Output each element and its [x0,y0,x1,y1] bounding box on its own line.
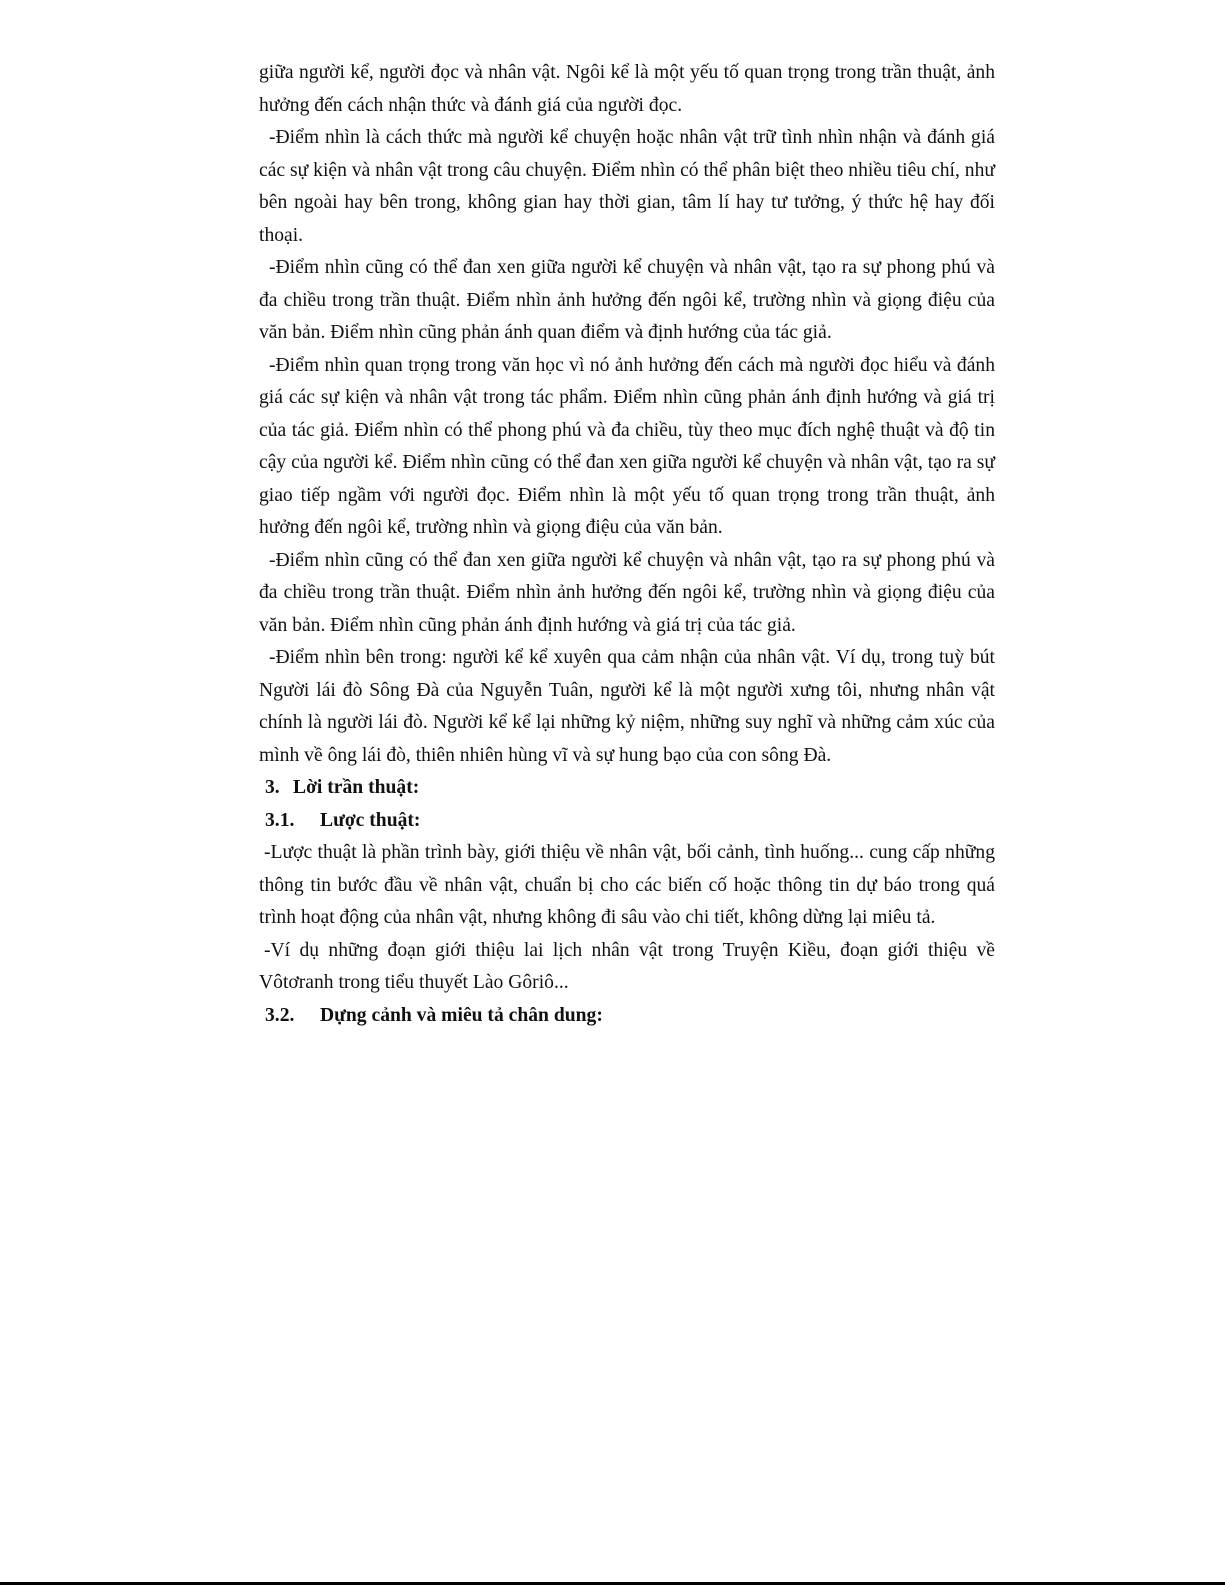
section-title: Lời trần thuật: [293,777,420,798]
section-number: 3.1. [265,809,295,831]
paragraph-ngoi-ke-continuation: giữa người kể, người đọc và nhân vật. Ngôi kể là một yếu tố quan trọng trong trần thuật, ảnh hưởng đến cách nhận thức và đánh giá của người đọc. [259,62,995,116]
paragraph-luoc-thuat-example: -Ví dụ những đoạn giới thiệu lai lịch nhân vật trong Truyện Kiều, đoạn giới thiệu về Vôtơranh trong tiểu thuyết Lào Gôriô... [259,939,995,993]
section-number: 3. [265,777,280,798]
paragraph-diem-nhin-ben-trong: -Điểm nhìn bên trong: người kể kể xuyên qua cảm nhận của nhân vật. Ví dụ, trong tuỳ bút Người lái đò Sông Đà của Nguyễn Tuân, người kể là một người xưng tôi, nhưng nhân vật chính là người lái đò. Người kể kể lại những kỷ niệm, những suy nghĩ và những cảm xúc của mình về ông lái đò, thiên nhiên hùng vĩ và sự hung bạo của con sông Đà. [259,647,995,766]
paragraph-diem-nhin-interweave: -Điểm nhìn cũng có thể đan xen giữa người kể chuyện và nhân vật, tạo ra sự phong phú và đa chiều trong trần thuật. Điểm nhìn ảnh hưởng đến ngôi kể, trường nhìn và giọng điệu của văn bản. Điểm nhìn cũng phản ánh quan điểm và định hướng của tác giả. [259,257,995,343]
paragraph-diem-nhin-importance: -Điểm nhìn quan trọng trong văn học vì nó ảnh hưởng đến cách mà người đọc hiểu và đánh giá các sự kiện và nhân vật trong tác phẩm. Điểm nhìn cũng phản ánh định hướng và giá trị của tác giả. Điểm nhìn có thể phong phú và đa chiều, tùy theo mục đích nghệ thuật và độ tin cậy của người kể. Điểm nhìn cũng có thể đan xen giữa người kể chuyện và nhân vật, tạo ra sự giao tiếp ngầm với người đọc. Điểm nhìn là một yếu tố quan trọng trong trần thuật, ảnh hưởng đến ngôi kể, trường nhìn và giọng điệu của văn bản. [259,354,995,538]
paragraph-diem-nhin-definition: -Điểm nhìn là cách thức mà người kể chuyện hoặc nhân vật trữ tình nhìn nhận và đánh giá các sự kiện và nhân vật trong câu chuyện. Điểm nhìn có thể phân biệt theo nhiều tiêu chí, như bên ngoài hay bên trong, không gian hay thời gian, tâm lí hay tư tưởng, ý thức hệ hay đối thoại. [259,127,995,246]
section-number: 3.2. [265,1004,295,1026]
section-title: Dựng cảnh và miêu tả chân dung: [320,1004,603,1026]
section-heading-3-2 [259,1000,995,1033]
paragraph-diem-nhin-interweave-2: -Điểm nhìn cũng có thể đan xen giữa người kể chuyện và nhân vật, tạo ra sự phong phú và đa chiều trong trần thuật. Điểm nhìn ảnh hưởng đến ngôi kể, trường nhìn và giọng điệu của văn bản. Điểm nhìn cũng phản ánh định hướng và giá trị của tác giả. [259,549,995,636]
document-page [259,57,995,1032]
paragraph-luoc-thuat-definition: -Lược thuật là phần trình bày, giới thiệu về nhân vật, bối cảnh, tình huống... cung cấp những thông tin bước đầu về nhân vật, chuẩn bị cho các biến cố hoặc thông tin dự báo trong quá trình hoạt động của nhân vật, nhưng không đi sâu vào chi tiết, không dừng lại miêu tả. [259,842,995,928]
section-title: Lược thuật: [320,809,421,831]
section-heading-3 [259,772,995,805]
section-heading-3-1 [259,805,995,838]
